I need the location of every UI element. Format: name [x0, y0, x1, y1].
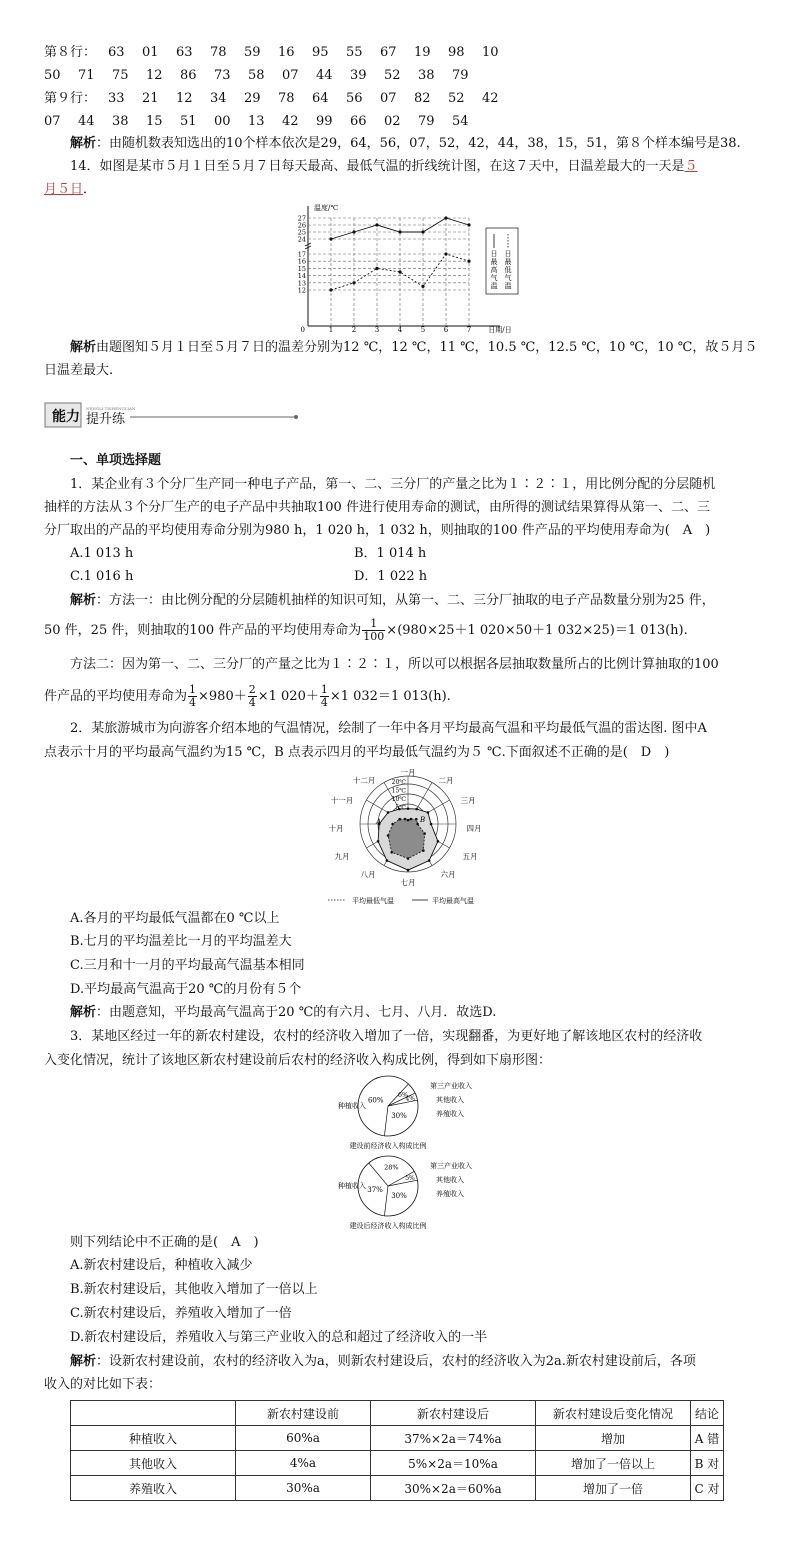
- radar-chart: [312, 762, 502, 908]
- random-number: 42: [282, 114, 299, 129]
- data-point: [444, 216, 447, 219]
- pie-chart-before: [336, 1072, 496, 1154]
- random-number: 39: [350, 68, 367, 83]
- y-axis-label: 温度/℃: [314, 204, 339, 212]
- slice-label-third: 6%: [397, 1090, 409, 1099]
- legend-high-char: 高: [490, 266, 498, 274]
- random-number: 44: [78, 114, 95, 129]
- badge-text: 能力: [52, 409, 80, 425]
- random-row-8b: [44, 67, 486, 85]
- data-point: [407, 857, 410, 860]
- q1-option-d: D．1 022 h: [354, 569, 428, 584]
- pie-left-label: 种植收入: [338, 1182, 366, 1190]
- month-label: 五月: [462, 852, 478, 861]
- month-label: 三月: [460, 796, 476, 805]
- y-tick-label: 14: [297, 272, 306, 281]
- data-point: [387, 834, 390, 837]
- q14-analysis: 解析由题图知５月１日至５月７日的温差分别为12 ℃，12 ℃，11 ℃，10.5 ℃，12.5 ℃，10 ℃，10 ℃，故５月５: [70, 340, 758, 355]
- x-tick-label: 3: [374, 326, 380, 334]
- random-number: 75: [112, 68, 129, 83]
- legend-high-char: 气: [490, 274, 498, 282]
- month-label: 七月: [400, 878, 416, 887]
- random-number: 52: [448, 91, 465, 106]
- slice-label-planting: 37%: [367, 1185, 383, 1194]
- data-point: [377, 840, 380, 843]
- month-label: 二月: [438, 776, 454, 785]
- month-label: 十二月: [352, 776, 376, 785]
- q2-option-a: A.各月的平均最低气温都在0 ℃以上: [70, 911, 280, 926]
- data-point: [375, 267, 378, 270]
- data-point: [421, 285, 424, 288]
- q1-option-a: A.1 013 h: [70, 546, 134, 561]
- x-axis-label: 日期/日: [488, 326, 512, 334]
- q2-option-c: C.三月和十一月的平均最高气温基本相同: [70, 958, 305, 973]
- legend-high-char: 最: [490, 258, 498, 266]
- month-label: 六月: [440, 870, 456, 879]
- random-number: 07: [282, 68, 299, 83]
- random-number: 78: [278, 91, 295, 106]
- month-label: 十一月: [330, 796, 354, 805]
- data-point: [421, 230, 424, 233]
- q3-option-d: D.新农村建设后，养殖收入与第三产业收入的总和超过了经济收入的一半: [70, 1330, 488, 1345]
- data-point: [352, 281, 355, 284]
- pie-caption: 建设后经济收入构成比例: [349, 1222, 427, 1230]
- random-number: 63: [176, 45, 193, 60]
- random-number: 02: [384, 114, 401, 129]
- pie-legend-breeding: 养殖收入: [436, 1190, 464, 1198]
- y-tick-label: 26: [297, 221, 306, 230]
- legend-low-char: 低: [504, 266, 512, 274]
- y-tick-label: 27: [297, 214, 306, 223]
- x-tick-label: 5: [420, 326, 426, 334]
- slice-label-breeding: 30%: [391, 1112, 407, 1121]
- pie-caption: 建设前经济收入构成比例: [349, 1142, 427, 1150]
- data-point: [390, 851, 393, 854]
- random-number: 64: [312, 91, 329, 106]
- data-point: [407, 869, 410, 872]
- legend-low-char: 温: [504, 282, 512, 290]
- slice-label-third: 28%: [384, 1163, 399, 1172]
- random-number: 56: [346, 91, 363, 106]
- q1-stem-2: 抽样的方法从３个分厂生产的电子产品中共抽取100 件进行使用寿命的测试，由所得的测试结果算得从第一、二、三: [44, 500, 710, 515]
- month-label: 八月: [360, 870, 376, 879]
- data-point: [407, 807, 410, 810]
- random-number: 82: [414, 91, 431, 106]
- random-row-8a: 第８行： 63 01 63 78 59 16 95 55 67 19 98 10: [44, 44, 516, 62]
- random-number: 10: [482, 45, 499, 60]
- data-point: [415, 808, 418, 811]
- data-point: [467, 223, 470, 226]
- part1-title: 一、单项选择题: [70, 453, 162, 468]
- data-point: [444, 252, 447, 255]
- q2-option-b: B.七月的平均温差比一月的平均温差大: [70, 934, 292, 949]
- random-number: 15: [146, 114, 163, 129]
- data-point: [352, 230, 355, 233]
- table-header-row: 新农村建设前 新农村建设后 新农村建设后变化情况 结论: [71, 1401, 724, 1426]
- data-point: [437, 840, 440, 843]
- data-point: [404, 818, 407, 821]
- q3-stem-2: 入变化情况，统计了该地区新农村建设前后农村的经济收入构成比例，得到如下扇形图：: [44, 1053, 552, 1068]
- y-tick-label: 17: [297, 250, 306, 259]
- data-point: [407, 819, 410, 822]
- x-tick-label: 7: [466, 326, 472, 334]
- random-number: 00: [214, 114, 231, 129]
- random-number: 16: [278, 45, 295, 60]
- random-number: 21: [142, 91, 159, 106]
- q3-prompt: 则下列结论中不正确的是( A ): [70, 1235, 259, 1250]
- legend-low-label: 平均最低气温: [352, 897, 394, 905]
- random-number: 73: [214, 68, 231, 83]
- random-number: 07: [44, 114, 61, 129]
- random-number: 42: [482, 91, 499, 106]
- data-point: [398, 230, 401, 233]
- q1-stem-3: 分厂取出的产品的平均使用寿命分别为980 h，1 020 h，1 032 h，则抽取的100 件产品的平均使用寿命为( A ): [44, 523, 711, 538]
- slice-label-other: 4%: [405, 1095, 415, 1103]
- q1-option-c: C.1 016 h: [70, 569, 134, 584]
- q3-analysis-1: 解析：设新农村建设前，农村的经济收入为a，则新农村建设后，农村的经济收入为2a.新农村建设前后，各项: [70, 1354, 696, 1369]
- y-tick-label: 24: [297, 235, 306, 244]
- pie-legend-other: 其他收入: [436, 1096, 464, 1104]
- q2-analysis: 解析：由题意知，平均最高气温高于20 ℃的有六月、七月、八月．故选D.: [70, 1005, 497, 1020]
- random-number: 67: [380, 45, 397, 60]
- random-number: 38: [112, 114, 129, 129]
- table-row: 养殖收入 30%a 30%×2a＝60%a 增加了一倍 C 对: [71, 1476, 724, 1501]
- x-tick-label: 2: [351, 326, 357, 334]
- random-number: 55: [346, 45, 363, 60]
- data-point: [410, 818, 413, 821]
- random-number: 59: [244, 45, 261, 60]
- section-title: 提升练: [86, 412, 126, 427]
- random-number: 95: [312, 45, 329, 60]
- random-number: 19: [414, 45, 431, 60]
- pie-chart-after: [336, 1152, 496, 1232]
- pie-left-label: 种植收入: [338, 1102, 366, 1110]
- q13-analysis: 解析：由随机数表知选出的10个样本依次是29，64，56，07，52，42，44，38，15，51，第８个样本编号是38.: [70, 136, 741, 151]
- q14-analysis-2: 日温差最大.: [44, 363, 114, 378]
- data-point: [428, 859, 431, 862]
- q1-method2: 方法二：因为第一、二、三分厂的产量之比为１∶２∶１，所以可以根据各层抽取数量所占的比例计算抽取的100: [70, 657, 719, 672]
- random-number: 01: [142, 45, 159, 60]
- random-row-9b: [44, 113, 486, 131]
- random-number: 79: [418, 114, 435, 129]
- ring-label: 20℃: [391, 779, 406, 786]
- num-list: [108, 44, 516, 62]
- legend-high-label: 平均最高气温: [432, 897, 474, 905]
- x-tick-label: 1: [328, 326, 334, 334]
- y-tick-label: 25: [297, 228, 306, 237]
- random-number: 34: [210, 91, 227, 106]
- data-point: [422, 849, 425, 852]
- y-tick-label: 12: [297, 286, 306, 295]
- point-b-label: B: [420, 816, 426, 824]
- data-point: [391, 823, 394, 826]
- data-point: [415, 818, 418, 821]
- legend-low-char: 最: [504, 258, 512, 266]
- random-number: 58: [248, 68, 265, 83]
- random-number: 63: [108, 45, 125, 60]
- slice-label-breeding: 30%: [391, 1192, 407, 1201]
- q1-option-b: B．1 014 h: [354, 546, 427, 561]
- data-point: [416, 823, 419, 826]
- data-point: [398, 270, 401, 273]
- random-number: 71: [78, 68, 95, 83]
- y-tick-label: 16: [297, 257, 306, 266]
- month-label: 一月: [400, 768, 416, 777]
- point-a-label: A: [376, 818, 382, 826]
- legend-high-char: 温: [490, 282, 498, 290]
- pie-legend-third: 第三产业收入: [430, 1162, 472, 1170]
- slice-label-other: 5%: [405, 1174, 415, 1182]
- random-number: 66: [350, 114, 367, 129]
- data-point: [423, 832, 426, 835]
- pie-legend-third: 第三产业收入: [430, 1082, 472, 1090]
- legend-low-char: 日: [504, 250, 512, 258]
- q1-method2-formula: 件产品的平均使用寿命为 $\frac{1}{4}$ ×980＋ $\frac{2}{4}$ ×1 020＋ $\frac{1}{4}$ ×1 032＝1 013(h).: [44, 683, 451, 709]
- random-number: 07: [380, 91, 397, 106]
- legend-low-char: 气: [504, 274, 512, 282]
- random-number: 51: [180, 114, 197, 129]
- data-point: [329, 237, 332, 240]
- random-number: 54: [452, 114, 469, 129]
- table-row: 其他收入 4%a 5%×2a＝10%a 增加了一倍以上 B 对: [71, 1451, 724, 1476]
- y-tick-label: 13: [297, 279, 306, 288]
- q3-option-a: A.新农村建设后，种植收入减少: [70, 1258, 253, 1273]
- random-number: 50: [44, 68, 61, 83]
- month-label: 九月: [334, 852, 350, 861]
- q1-analysis-2: 50 件，25 件，则抽取的100 件产品的平均使用寿命为 $\frac{1}{100}$ ×(980×25＋1 020×50＋1 032×25)＝1 013(h).: [44, 617, 688, 643]
- data-point: [467, 260, 470, 263]
- x-tick-label: 6: [443, 326, 449, 334]
- random-number: 12: [146, 68, 163, 83]
- q14-stem: 14．如图是某市５月１日至５月７日每天最高、最低气温的折线统计图，在这７天中，日温差最大的一天是５: [70, 159, 698, 174]
- data-point: [386, 859, 389, 862]
- month-label: 四月: [466, 824, 482, 833]
- random-number: 79: [452, 68, 469, 83]
- data-point: [430, 823, 433, 826]
- q2-option-d: D.平均最高气温高于20 ℃的月份有５个: [70, 982, 302, 997]
- legend-high-char: 日: [490, 250, 498, 258]
- random-number: 29: [244, 91, 261, 106]
- x-tick-label: 4: [397, 326, 403, 334]
- comparison-table: [70, 1400, 724, 1501]
- q14-stem-2: 月５日．: [44, 182, 97, 197]
- q3-option-b: B.新农村建设后，其他收入增加了一倍以上: [70, 1282, 318, 1297]
- ring-label: 10℃: [391, 796, 406, 803]
- data-point: [375, 223, 378, 226]
- q1-stem-1: 1．某企业有３个分厂生产同一种电子产品，第一、二、三分厂的产量之比为１∶２∶１，用比例分配的分层随机: [70, 477, 716, 492]
- pie-legend-breeding: 养殖收入: [436, 1110, 464, 1118]
- section-header: [44, 401, 304, 435]
- q3-option-c: C.新农村建设后，养殖收入增加了一倍: [70, 1306, 292, 1321]
- data-point: [329, 288, 332, 291]
- random-number: 33: [108, 91, 125, 106]
- y-tick-label: 15: [297, 264, 306, 273]
- q3-analysis-2: 收入的对比如下表：: [44, 1377, 162, 1392]
- random-number: 99: [316, 114, 333, 129]
- data-point: [427, 811, 430, 814]
- section-badge-graphic: [44, 401, 304, 431]
- random-number: 52: [384, 68, 401, 83]
- random-row-9a: 第９行： 33 21 12 34 29 78 64 56 07 82 52 42: [44, 90, 516, 108]
- random-number: 13: [248, 114, 265, 129]
- temperature-line-chart: [292, 198, 542, 336]
- q2-stem-2: 点表示十月的平均最高气温约为15 ℃，B 点表示四月的平均最低气温约为５ ℃.下面叙述不正确的是( D ): [44, 745, 670, 760]
- svg-text:NENGLI TISHENGLIAN: NENGLI TISHENGLIAN: [86, 406, 136, 411]
- month-label: 十月: [328, 824, 344, 833]
- data-point: [398, 818, 401, 821]
- random-number: 98: [448, 45, 465, 60]
- random-number: 38: [418, 68, 435, 83]
- random-number: 12: [176, 91, 193, 106]
- data-point: [387, 811, 390, 814]
- q2-stem-1: 2．某旅游城市为向游客介绍本地的气温情况，绘制了一年中各月平均最高气温和平均最低气温的雷达图. 图中A: [70, 721, 707, 736]
- random-number: 44: [316, 68, 333, 83]
- slice-label-planting: 60%: [367, 1096, 384, 1105]
- random-number: 86: [180, 68, 197, 83]
- pie-legend-other: 其他收入: [436, 1176, 464, 1184]
- q1-analysis-1: 解析：方法一：由比例分配的分层随机抽样的知识可知，从第一、二、三分厂抽取的电子产品数量分别为25 件，: [70, 593, 715, 608]
- ring-label: 5℃: [395, 804, 406, 812]
- random-number: 78: [210, 45, 227, 60]
- ring-label: 15℃: [391, 787, 406, 795]
- q3-stem-1: 3．某地区经过一年的新农村建设，农村的经济收入增加了一倍，实现翻番，为更好地了解该地区农村的经济收: [70, 1029, 703, 1044]
- table-row: 种植收入 60%a 37%×2a＝74%a 增加 A 错: [71, 1426, 724, 1451]
- origin-label: 0: [300, 326, 305, 334]
